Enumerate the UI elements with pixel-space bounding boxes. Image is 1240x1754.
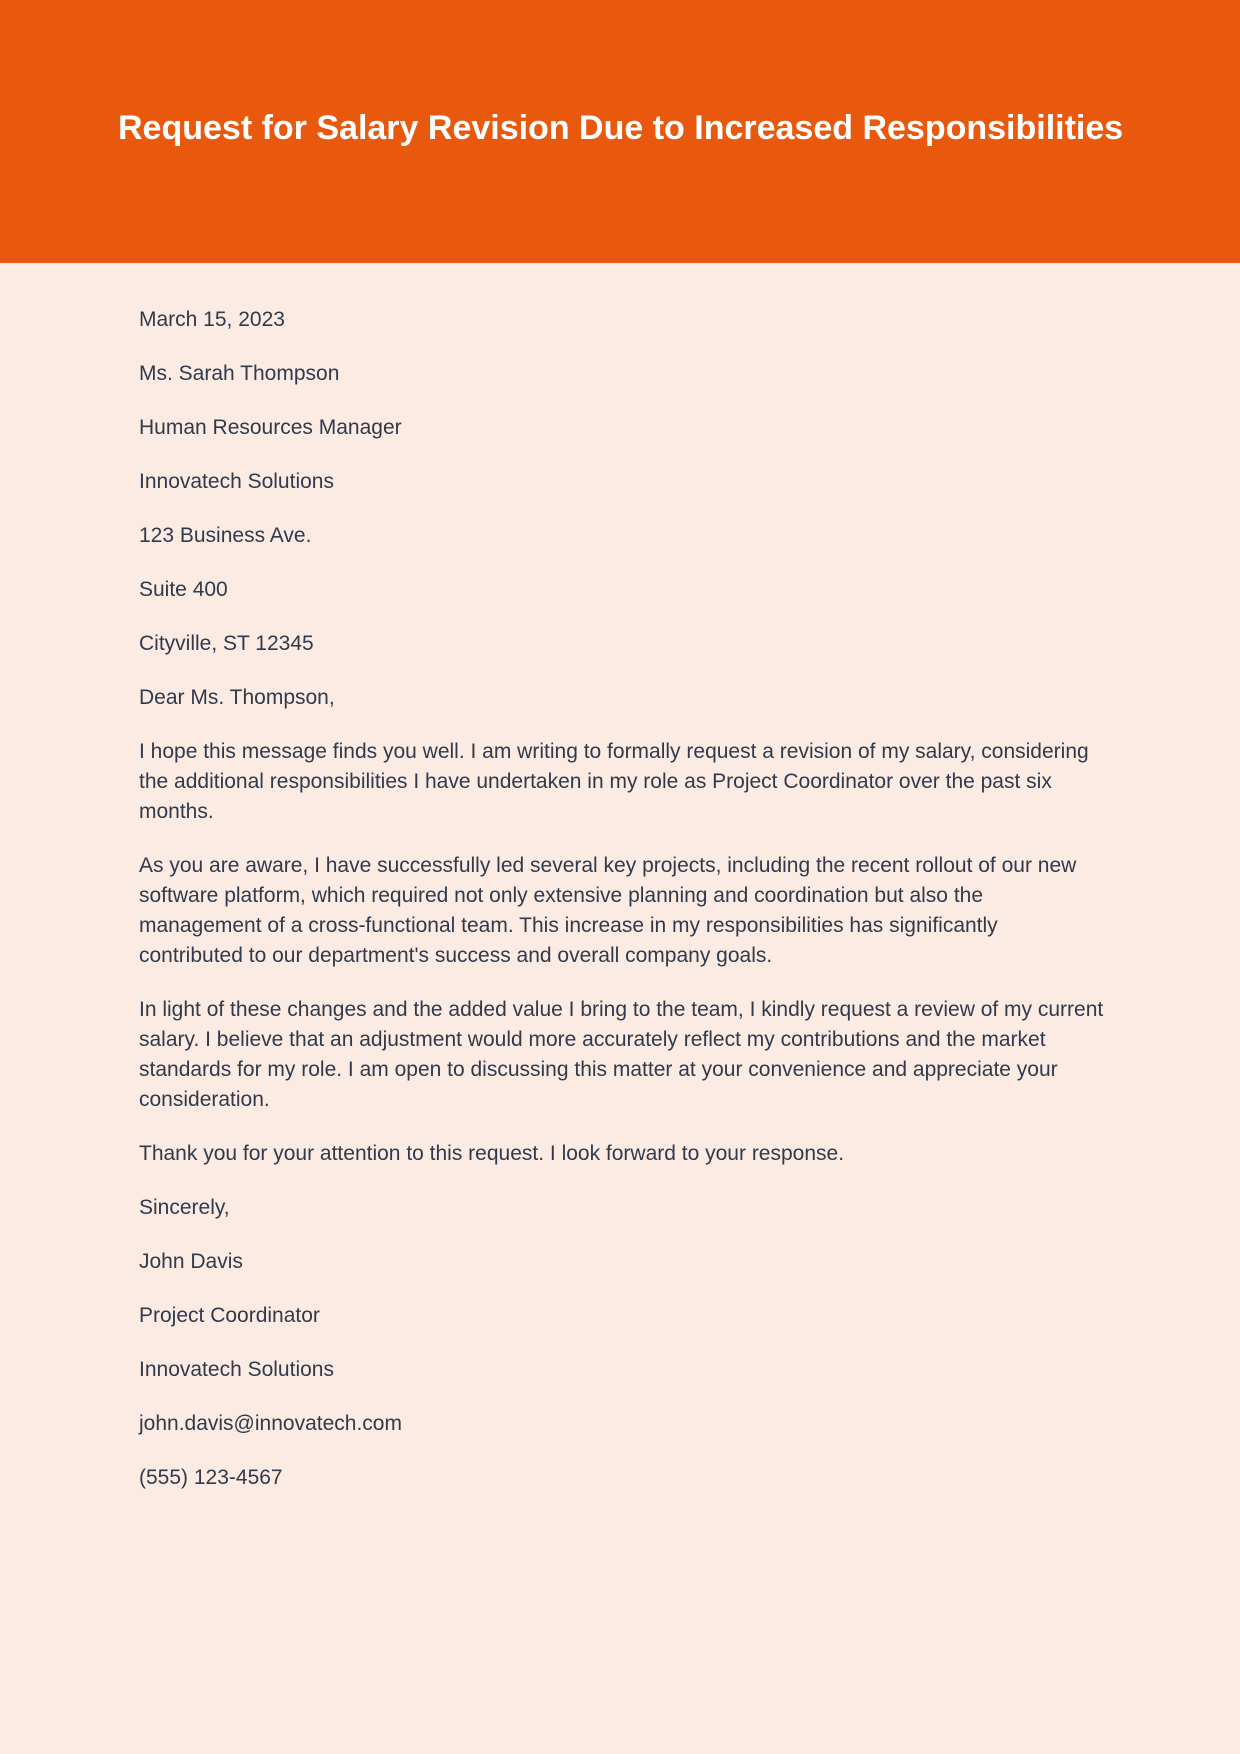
body-paragraph-3: In light of these changes and the added value I bring to the team, I kindly request a review of my current salary. I believe that an adjustment would more accurately reflect my contributions and the market standards for my role. I am open to discussing this matter at your convenience and appreciate your consideration. [139,998,1104,1111]
recipient-address-line-1: 123 Business Ave. [139,524,312,547]
body-paragraph-1: I hope this message finds you well. I am writing to formally request a revision of my salary, considering the additional responsibilities I have undertaken in my role as Project Coordinator over the past six months. [139,740,1089,823]
sender-title: Project Coordinator [139,1304,320,1327]
page-title: Request for Salary Revision Due to Increased Responsibilities [118,109,1124,147]
recipient-name: Ms. Sarah Thompson [139,362,340,385]
sender-email: john.davis@innovatech.com [139,1412,402,1435]
sender-name: John Davis [139,1250,243,1273]
recipient-company: Innovatech Solutions [139,470,334,493]
salutation: Dear Ms. Thompson, [139,686,335,709]
sender-phone: (555) 123-4567 [139,1466,283,1489]
recipient-address-line-2: Suite 400 [139,578,228,601]
body-paragraph-2: As you are aware, I have successfully led several key projects, including the recent rollout of our new software platform, which required not only extensive planning and coordination but also the management of a cross-functional team. This increase in my responsibilities has significantly contributed to our department's success and overall company goals. [139,854,1077,967]
date-line: March 15, 2023 [139,308,285,331]
signoff: Sincerely, [139,1196,230,1219]
letter-body [0,263,1240,1493]
closing-paragraph: Thank you for your attention to this request. I look forward to your response. [139,1142,845,1165]
recipient-address-line-3: Cityville, ST 12345 [139,632,314,655]
letter-header [0,0,1240,263]
recipient-title: Human Resources Manager [139,416,402,439]
sender-company: Innovatech Solutions [139,1358,334,1381]
